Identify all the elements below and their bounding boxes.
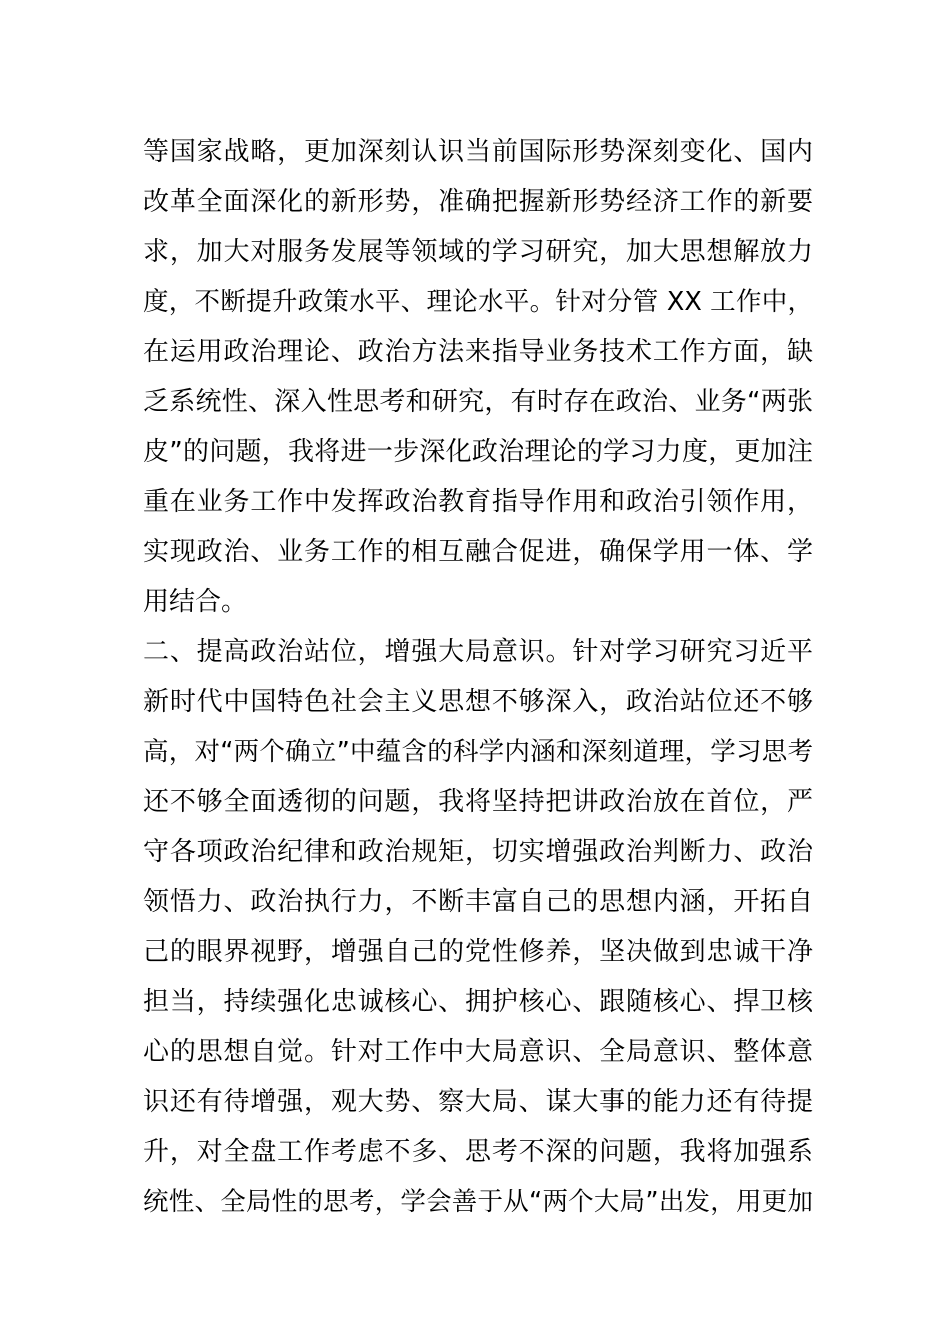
text-line-9: 实现政治、业务工作的相互融合促进，确保学用一体、学 [143,537,813,567]
text-line-7: 皮”的问题，我将进一步深化政治理论的学习力度，更加注 [143,437,813,467]
text-line-10: 用结合。 [143,587,248,617]
text-line-1: 等国家战略，更加深刻认识当前国际形势深刻变化、国内 [143,137,813,167]
text-line-18: 担当，持续强化忠诚核心、拥护核心、跟随核心、捍卫核 [143,987,813,1017]
text-line-17: 己的眼界视野，增强自己的党性修养，坚决做到忠诚干净 [143,937,813,967]
text-line-21: 升，对全盘工作考虑不多、思考不深的问题，我将加强系 [143,1137,813,1167]
text-line-3: 求，加大对服务发展等领域的学习研究，加大思想解放力 [143,237,813,267]
text-line-14: 还不够全面透彻的问题，我将坚持把讲政治放在首位，严 [143,787,813,817]
text-line-13: 高，对“两个确立”中蕴含的科学内涵和深刻道理，学习思考 [143,737,813,767]
text-line-2: 改革全面深化的新形势，准确把握新形势经济工作的新要 [143,187,813,217]
text-line-15: 守各项政治纪律和政治规矩，切实增强政治判断力、政治 [143,837,813,867]
text-line-5: 在运用政治理论、政治方法来指导业务技术工作方面，缺 [143,337,813,367]
text-line-8: 重在业务工作中发挥政治教育指导作用和政治引领作用， [143,487,813,517]
text-line-20: 识还有待增强，观大势、察大局、谋大事的能力还有待提 [143,1087,813,1117]
text-line-6: 乏系统性、深入性思考和研究，有时存在政治、业务“两张 [143,387,813,417]
text-line-19: 心的思想自觉。针对工作中大局意识、全局意识、整体意 [143,1037,813,1067]
text-line-4: 度，不断提升政策水平、理论水平。针对分管 XX 工作中， [143,287,813,317]
text-line-22: 统性、全局性的思考，学会善于从“两个大局”出发，用更加 [143,1187,813,1217]
text-line-12: 新时代中国特色社会主义思想不够深入，政治站位还不够 [143,687,813,717]
document-body [143,127,813,1227]
text-line-16: 领悟力、政治执行力，不断丰富自己的思想内涵，开拓自 [143,887,813,917]
text-line-11: 二、提高政治站位，增强大局意识。针对学习研究习近平 [143,637,813,667]
